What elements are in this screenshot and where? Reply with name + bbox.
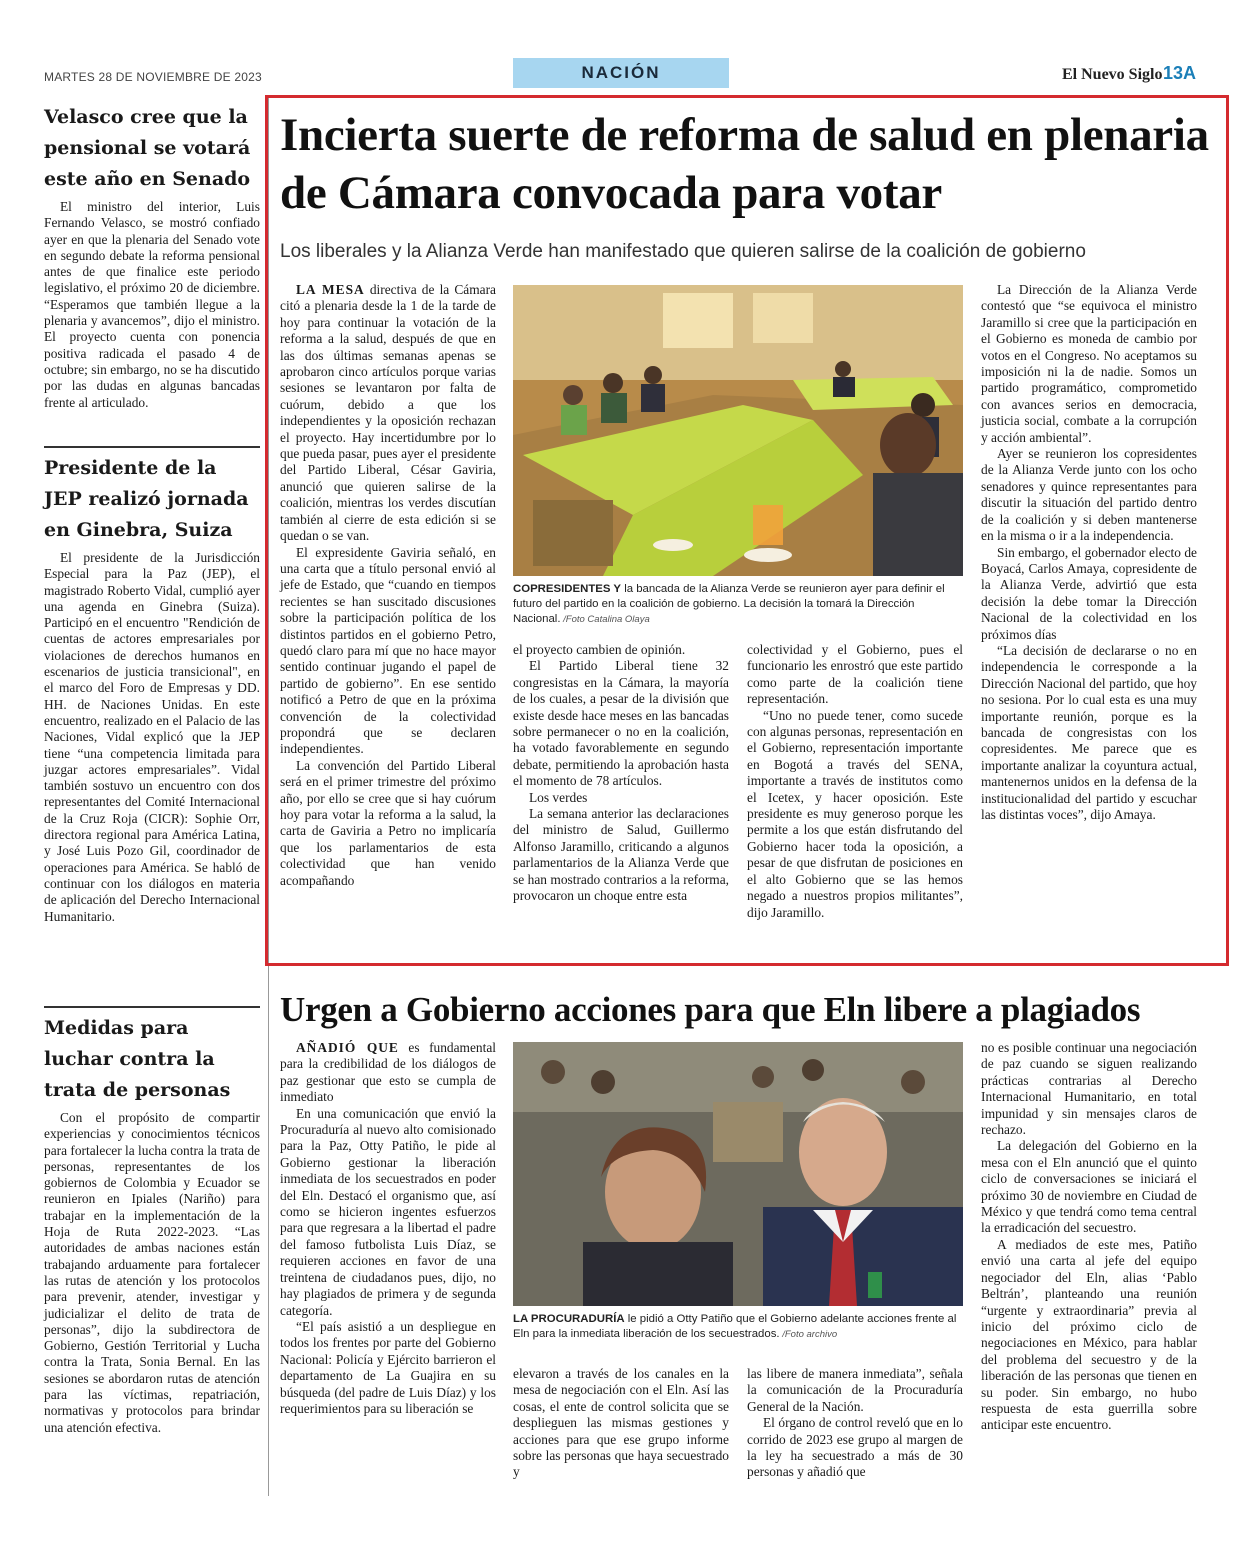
second-photo-caption xyxy=(513,1312,963,1342)
paragraph: El Partido Liberal tiene 32 congresistas en la Cámara, la mayoría de los cuales, a pesar de la división que existe desde hace meses en las bancadas sobre permanecer o no en la coalición, ha votado favorablemente en segundo debate, permitiendo la aprobación hasta el momento de 78 artículos. xyxy=(513,658,729,789)
caption-lead: COPRESIDENTES Y xyxy=(513,583,622,595)
newspaper-name: El Nuevo Siglo xyxy=(1062,66,1163,83)
paragraph: La Dirección de la Alianza Verde contestó que “se equivoca el ministro Jaramillo si cree que la participación en el Gobierno es moneda de cambio por votos en el Congreso. No aceptamos su imposición ni la de nadie. Somos un partido programático, comprometido con avances serios en democracia, justicia social, combate a la corrupción y acción ambiental”. xyxy=(981,282,1197,445)
main-subheadline: Los liberales y la Alianza Verde han manifestado que quieren salirse de la coalición de gobierno xyxy=(280,241,1086,262)
main-column-1 xyxy=(280,282,496,889)
main-column-2 xyxy=(513,642,729,905)
audience-photo-image xyxy=(513,1042,963,1306)
main-column-3 xyxy=(747,642,963,921)
brief-headline: Velasco cree que la pensional se votará este año en Senado xyxy=(44,106,251,190)
edition-date: MARTES 28 DE NOVIEMBRE DE 2023 xyxy=(44,70,262,84)
main-headline: Incierta suerte de reforma de salud en plenaria de Cámara convocada para votar xyxy=(280,109,1209,219)
main-column-4 xyxy=(981,282,1197,823)
paragraph: La semana anterior las declaraciones del ministro de Salud, Guillermo Alfonso Jaramillo, criticando a algunos parlamentarios de la Alianza Verde que se han mostrado contrarios a la reforma, provocaron un choque entre esta xyxy=(513,806,729,904)
brief-headline: Medidas para luchar contra la trata de personas xyxy=(44,1017,231,1101)
paragraph: “El país asistió a un despliegue en todos los frentes por parte del Gobierno Nacional: Policía y Ejército barrieron el departamento de La Guajira en su búsqueda (del padre de Luis Díaz) y los requerimientos para su liberación se xyxy=(280,1318,496,1416)
photo-credit: /Foto archivo xyxy=(779,1329,838,1340)
paragraph: las libere de manera inmediata”, señala la comunicación de la Procuraduría General de la Nación. xyxy=(747,1366,963,1414)
brief-divider xyxy=(44,1006,260,1008)
paragraph: colectividad y el Gobierno, pues el funcionario les enrostró que este partido como parte de la coalición tiene representación. xyxy=(747,642,963,707)
paragraph: A mediados de este mes, Patiño envió una carta al jefe del equipo negociador del Eln, alias ‘Pablo Beltrán’, planteando una reunión “urgente y extraordinaria” previa al inicio del próximo ciclo de negociaciones en México, para hablar del problema del secuestro y de la liberación de las personas que tienen en su poder. Sin embargo, no hubo respuesta de esta guerrilla sobre anticipar este encuentro. xyxy=(981,1236,1197,1433)
caption-text: le pidió a Otty Patiño que el Gobierno adelante acciones frente al Eln para la inmediata liberación de los secuestrados. xyxy=(513,1313,957,1340)
paragraph: La delegación del Gobierno en la mesa con el Eln anunció que el quinto ciclo de conversaciones se iniciará el próximo 30 de noviembre en Ciudad de México y que tendrá como tema central la erradicación del secuestro. xyxy=(981,1138,1197,1236)
paragraph: Ayer se reunieron los copresidentes de la Alianza Verde junto con los ocho senadores y quince representantes para discutir la situación del partido dentro de la coalición y si deben mantenerse en la misma o ir a la independencia. xyxy=(981,446,1197,544)
meeting-photo-image xyxy=(513,285,963,576)
paragraph: La convención del Partido Liberal será en el primer trimestre del próximo año, por ello se cree que si hay cuórum hoy para votar la reforma a la salud, la carta de Gaviria a Petro no implicaría que los parlamentarios de esta colectividad que han venido acompañando xyxy=(280,757,496,888)
paragraph: elevaron a través de los canales en la mesa de negociación con el Eln. Así las cosas, el ente de control solicita que se desplieguen las mismas gestiones y acciones para que ese grupo informe sobre las personas que haya secuestrado y xyxy=(513,1366,729,1480)
paragraph: El órgano de control reveló que en lo corrido de 2023 ese grupo al margen de la ley ha secuestrado a más de 30 personas y añadió que xyxy=(747,1415,963,1480)
photo-credit: /Foto Catalina Olaya xyxy=(560,614,650,625)
brief-divider xyxy=(44,446,260,448)
brief-trata xyxy=(44,1013,260,1436)
brief-velasco xyxy=(44,102,260,411)
main-photo-caption xyxy=(513,582,963,627)
page-number: 13A xyxy=(1163,63,1197,83)
section-label: NACIÓN xyxy=(513,58,729,88)
paragraph: “La decisión de declararse o no en independencia le corresponde a la Dirección Nacional del partido, que hoy no sesiona. Por lo cual esta es una muy importante reunión, porque es la bancada de congresistas con los copresidentes. Me parece que es importante analizar la coyuntura actual, mantenernos unidos en la defensa de la institucionalidad del partido y escuchar las distintas voces”, dijo Amaya. xyxy=(981,642,1197,822)
paragraph: el proyecto cambien de opinión. xyxy=(513,642,686,657)
second-column-2 xyxy=(513,1366,729,1481)
paragraph: En una comunicación que envió la Procuraduría al nuevo alto comisionado para la Paz, Otty Patiño, le pide al Gobierno gestionar la liberación inmediata de los secuestrados en poder del Eln. Destacó el organismo que, así como se hicieron ingentes esfuerzos para que regresara a la libertad el padre del famoso futbolista Luis Díaz, se requieren acciones en favor de una treintena de ciudadanos pues, dijo, no hay plagiados de primera y de segunda categoría. xyxy=(280,1105,496,1318)
second-column-1 xyxy=(280,1040,496,1417)
paragraph: no es posible continuar una negociación de paz cuando se siguen realizando prácticas contrarias al Derecho Internacional Humanitario, en total impunidad y sin mensajes claros de rechazo. xyxy=(981,1040,1197,1138)
brief-body: Con el propósito de compartir experiencias y conocimientos técnicos para fortalecer la lucha contra la trata de personas, representantes de los gobiernos de Colombia y Ecuador se reunieron en Ipiales (Nariño) para trabajar en la implementación de la Hoja de Ruta 2022-2023. “Las autoridades de ambas naciones están trabajando arduamente para fortalecer las rutas de atención y los protocolos para prevenir, atender, investigar y judicializar el delito de trata de personas”, dijo la subdirectora de Gobierno, Gestión Territorial y Lucha contra la Trata, Sonia Bernal. En las sesiones se abordaron rutas de atención para las víctimas, repatriación, normativas y protocolos para brindar una atención efectiva. xyxy=(44,1110,260,1435)
lead-in: AÑADIÓ QUE xyxy=(296,1040,399,1055)
subhead-inline: Los verdes xyxy=(529,789,588,805)
brief-jep xyxy=(44,453,260,925)
paragraph: es fundamental para la credibilidad de los diálogos de paz gestionar que esto se cumpla de inmediato xyxy=(280,1040,496,1105)
paragraph: Sin embargo, el gobernador electo de Boyacá, Carlos Amaya, copresidente de la Alianza Verde, advirtió que esta decisión la debe tomar la Dirección Nacional de la colectividad en los próximos días xyxy=(981,544,1197,642)
lead-in: LA MESA xyxy=(296,282,365,297)
second-headline: Urgen a Gobierno acciones para que Eln libere a plagiados xyxy=(280,990,1141,1029)
second-photo xyxy=(513,1042,963,1306)
brief-body: El ministro del interior, Luis Fernando Velasco, se mostró confiado ayer en que la plenaria del Senado vote en segundo debate la reforma pensional antes de que finalice este periodo legislativo, el próximo 20 de diciembre. “Esperamos que también llegue a la plenaria y avancemos”, dijo el ministro. El proyecto cuenta con ponencia positiva radicada el pasado 4 de octubre; sin embargo, no se ha discutido por las dudas en algunas bancadas frente al articulado. xyxy=(44,199,260,410)
caption-lead: LA PROCURADURÍA xyxy=(513,1313,625,1325)
second-column-4 xyxy=(981,1040,1197,1434)
brief-body: El presidente de la Jurisdicción Especial para la Paz (JEP), el magistrado Roberto Vidal, cumplió ayer una agenda en Ginebra (Suiza). Participó en el encuentro "Rendición de cuentas de actores empresariales por violaciones de derechos humanos en escenarios de justicia transicional", en el marco del Foro de Empresas y DD. HH. de Naciones Unidas. En este encuentro, realizado en el Palacio de las Naciones, Vidal explicó que la JEP tiene “una competencia limitada para juzgar actores empresariales”. Vidal también sostuvo un encuentro con dos representantes del Comité Internacional de la Cruz Roja (CICR): Sophie Orr, directora regional para América Latina, y José Luis Pozo Gil, coordinador de operaciones para América. Se habló de continuar con los diálogos en materia de aplicación del Derecho Internacional Humanitario. xyxy=(44,550,260,924)
paragraph: El expresidente Gaviria señaló, en una carta que a título personal envió al jefe de Estado, que “cuando en tiempos recientes se han suscitado discusiones sobre la participación política de los distintos partidos en el gobierno Petro, quedó claro para mí que no hace mayor sentido continuar jugando el papel de partido de gobierno”. En ese sentido notificó a Petro de que en la próxima convención de la colectividad propondrá que se declaren independientes. xyxy=(280,544,496,757)
paragraph: “Uno no puede tener, como sucede con algunas personas, representación en el Gobierno, representación importante en Bogotá a través del SENA, importante a través de institutos como el Icetex, y hacer oposición. Este presidente es muy generoso porque les permite a los que están disfrutando del Gobierno hacer toda la oposición, a pesar de que disfrutan de posiciones en el alto Gobierno que se las hemos negado a nuestros propios militantes”, dijo Jaramillo. xyxy=(747,707,963,920)
second-column-3 xyxy=(747,1366,963,1481)
brief-headline: Presidente de la JEP realizó jornada en Ginebra, Suiza xyxy=(44,457,249,541)
caption-text: la bancada de la Alianza Verde se reunieron ayer para definir el futuro del partido en la coalición de gobierno. La decisión la tomará la Dirección Nacional. xyxy=(513,583,945,625)
paragraph: directiva de la Cámara citó a plenaria desde la 1 de la tarde de hoy para continuar la votación de la reforma a la salud, después de que en las dos últimas semanas apenas se aprobaron cinco artículos porque varias sesiones se levantaron por falta de cuórum, debido a que los independientes y la oposición rechazan el proyecto. Hay incertidumbre por lo que pueda pasar, pues ayer el presidente del Partido Liberal, César Gaviria, anunció que quieren salirse de la coalición, mientras los verdes discutían también al cierre de esta edición si se quedan o se van. xyxy=(280,282,496,544)
main-photo xyxy=(513,285,963,576)
